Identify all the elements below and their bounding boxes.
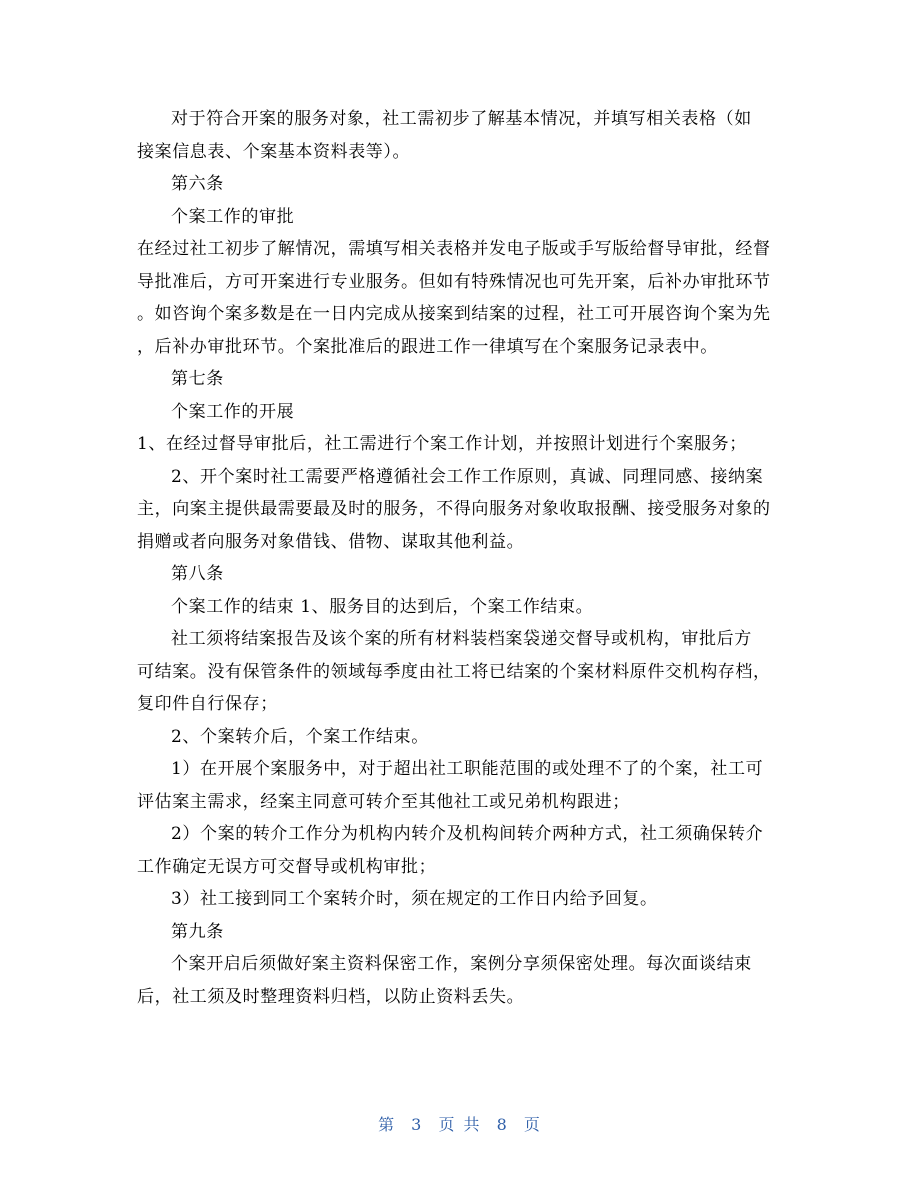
text-line: 3）社工接到同工个案转介时，须在规定的工作日内给予回复。	[171, 889, 658, 909]
text-line: 捐赠或者向服务对象借钱、借物、谋取其他利益。	[137, 531, 525, 552]
text-line: 1、在经过督导审批后，社工需进行个案工作计划，并按照计划进行个案服务；	[137, 434, 747, 454]
text-line: 导批准后，方可开案进行专业服务。但如有特殊情况也可先开案，后补办审批环节	[137, 271, 771, 292]
text-line: 接案信息表、个案基本资料表等）。	[137, 141, 411, 162]
text-line: 后，社工须及时整理资料归档，以防止资料丢失。	[137, 986, 525, 1007]
document-body	[137, 103, 777, 1013]
text-line: 在经过社工初步了解情况，需填写相关表格并发电子版或手写版给督导审批，经督	[137, 239, 771, 259]
text-line: 个案工作的开展	[171, 401, 295, 422]
text-line: 对于符合开案的服务对象，社工需初步了解基本情况，并填写相关表格（如	[171, 109, 752, 129]
text-line: 2、个案转介后，个案工作结束。	[171, 726, 429, 747]
text-line: ，后补办审批环节。个案批准后的跟进工作一律填写在个案服务记录表中。	[137, 336, 718, 357]
text-line: 。如咨询个案多数是在一日内完成从接案到结案的过程，社工可开展咨询个案为先	[137, 304, 771, 324]
page-footer	[0, 1112, 920, 1135]
text-line: 第七条	[171, 369, 224, 389]
text-line: 1）在开展个案服务中，对于超出社工职能范围的或处理不了的个案，社工可	[171, 759, 764, 779]
footer-middle: 页 共	[438, 1115, 482, 1134]
text-line: 第八条	[171, 564, 224, 584]
text-line: 第九条	[171, 921, 224, 942]
footer-suffix: 页	[523, 1115, 542, 1134]
text-line: 社工须将结案报告及该个案的所有材料装档案袋递交督导或机构，审批后方	[171, 629, 752, 649]
text-line: 个案工作的审批	[171, 206, 295, 227]
text-line: 个案工作的结束 1、服务目的达到后，个案工作结束。	[171, 596, 594, 617]
text-line: 主，向案主提供最需要最及时的服务，不得向服务对象收取报酬、接受服务对象的	[137, 499, 771, 519]
text-line: 2、开个案时社工需要严格遵循社会工作工作原则，真诚、同理同感、接纳案	[171, 466, 764, 487]
text-line: 可结案。没有保管条件的领域每季度由社工将已结案的个案材料原件交机构存档，	[137, 661, 771, 682]
text-line: 评估案主需求，经案主同意可转介至其他社工或兄弟机构跟进；	[137, 791, 630, 812]
text-line: 第六条	[171, 174, 224, 194]
text-line: 工作确定无误方可交督导或机构审批；	[137, 856, 437, 877]
text-line: 个案开启后须做好案主资料保密工作，案例分享须保密处理。每次面谈结束	[171, 954, 752, 974]
footer-prefix: 第	[378, 1115, 397, 1134]
footer-current-page: 3	[411, 1115, 424, 1134]
text-line: 复印件自行保存；	[137, 694, 278, 714]
text-line: 2）个案的转介工作分为机构内转介及机构间转介两种方式，社工须确保转介	[171, 824, 764, 844]
footer-total-pages: 8	[496, 1115, 509, 1134]
